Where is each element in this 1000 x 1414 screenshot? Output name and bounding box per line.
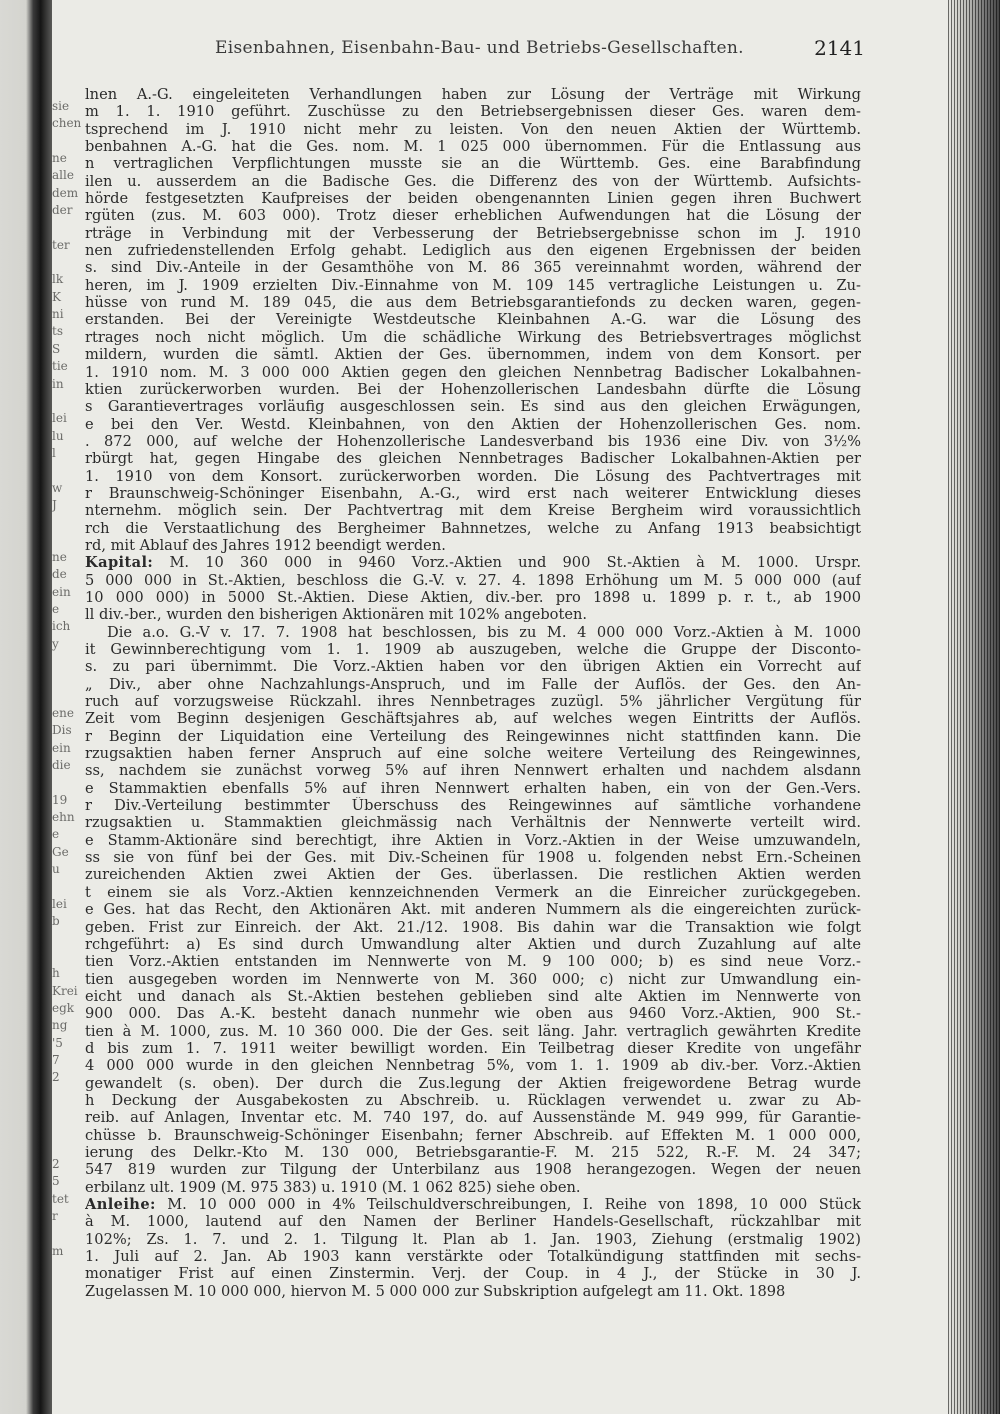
facing-page-fragment xyxy=(52,1222,82,1239)
text-line: ktien zurückerworben wurden. Bei der Hohenzollerischen Landesbahn dürfte die Lösung xyxy=(85,380,861,398)
text-line: 4 000 000 wurde in den gleichen Nennbetrag 5%, vom 1. 1. 1909 ab div.-ber. Vorz.-Aktien xyxy=(85,1057,861,1075)
facing-page-fragment xyxy=(52,1118,82,1135)
text-line: gewandelt (s. oben). Der durch die Zus.legung der Aktien freigewordene Betrag wurde xyxy=(85,1074,861,1092)
text-line: 547 819 wurden zur Tilgung der Unterbilanz aus 1908 herangezogen. Wegen der neuen xyxy=(85,1161,861,1179)
text-line: 900 000. Das A.-K. besteht danach nunmehr wie oben aus 9460 Vorz.-Aktien, 900 St.- xyxy=(85,1005,861,1023)
facing-page-fragment xyxy=(52,1101,82,1118)
text-line: ss, nachdem sie zunächst vorweg 5% auf ihren Nennwert erhalten und nachdem alsdann xyxy=(85,762,861,780)
facing-page-fragment: ehn xyxy=(52,810,75,825)
facing-page-fragments xyxy=(52,95,82,1255)
facing-page-fragment: 2 xyxy=(52,1156,60,1171)
facing-page-fragment xyxy=(52,511,82,528)
text-line: „ Div., aber ohne Nachzahlungs-Anspruch, und im Falle der Auflös. der Ges. den An- xyxy=(85,675,861,693)
facing-page-fragment: egk xyxy=(52,1000,75,1015)
paragraph-kapital xyxy=(85,554,861,623)
text-span: M. 10 000 000 in 4% Teilschuldverschreibungen, I. Reihe von 1898, 10 000 Stück xyxy=(167,1196,861,1213)
facing-page-fragment xyxy=(52,928,82,945)
text-line: rchgeführt: a) Es sind durch Umwandlung alter Aktien und durch Zuzahlung auf alte xyxy=(85,935,861,953)
text-line: ilen u. ausserdem an die Badische Ges. die Differenz des von der Württemb. Aufsichts- xyxy=(85,172,861,190)
text-line: benbahnen A.-G. hat die Ges. nom. M. 1 025 000 übernommen. Für die Entlassung aus xyxy=(85,138,861,156)
facing-page-fragment: lk xyxy=(52,272,64,287)
facing-page-fragment: K xyxy=(52,289,61,304)
facing-page-fragment: h xyxy=(52,966,60,981)
facing-page-fragment xyxy=(52,390,82,407)
facing-page-fragment: ter xyxy=(52,237,70,252)
facing-page-fragment: sie xyxy=(52,99,70,113)
facing-page-fragment: e xyxy=(52,827,60,842)
text-line: e bei den Ver. Westd. Kleinbahnen, von den Aktien der Hohenzollerischen Ges. nom. xyxy=(85,415,861,433)
facing-page-fragment: e xyxy=(52,601,60,616)
text-line: nen zufriedenstellenden Erfolg gehabt. Lediglich aus den eigenen Ergebnissen der beiden xyxy=(85,242,861,260)
facing-page-fragment xyxy=(52,130,82,147)
text-line: eicht und danach als St.-Aktien bestehen geblieben sind alte Aktien im Nennwerte von xyxy=(85,987,861,1005)
text-line: erstanden. Bei der Vereinigte Westdeutsche Kleinbahnen A.-G. war die Lösung des xyxy=(85,311,861,329)
text-line: m 1. 1. 1910 geführt. Zuschüsse zu den Betriebsergebnissen dieser Ges. waren dem- xyxy=(85,103,861,121)
text-line: chüsse b. Braunschweig-Schöninger Eisenbahn; ferner Abschreib. auf Effekten M. 1 000 000, xyxy=(85,1126,861,1144)
facing-page-fragment: ni xyxy=(52,307,64,322)
text-line: ss sie von fünf bei der Ges. mit Div.-Scheinen für 1908 u. folgenden nebst Ern.-Scheinen xyxy=(85,849,861,867)
facing-page-fragment xyxy=(52,251,82,268)
facing-page-fragment: ng xyxy=(52,1018,68,1033)
text-line: geben. Frist zur Einreich. der Akt. 21./12. 1908. Bis dahin war die Transaktion wie folgt xyxy=(85,918,861,936)
facing-page-fragment: Ge xyxy=(52,844,69,859)
page-number: 2141 xyxy=(814,36,865,60)
text-line: tien Vorz.-Aktien entstanden im Nennwerte von M. 9 100 000; b) es sind neue Vorz.- xyxy=(85,953,861,971)
text-line: e Stammaktien ebenfalls 5% auf ihren Nennwert erhalten haben, ein von der Gen.-Vers. xyxy=(85,779,861,797)
facing-page-fragment: y xyxy=(52,636,59,651)
text-line: heren, im J. 1909 erzielten Div.-Einnahme von M. 109 145 vertragliche Leistungen u. Zu- xyxy=(85,276,861,294)
facing-page-fragment: r xyxy=(52,1209,58,1223)
facing-page-fragment xyxy=(52,1136,82,1153)
page-header xyxy=(85,38,865,68)
text-line: rzugsaktien u. Stammaktien gleichmässig nach Verhältnis der Nennwerte verteilt wird. xyxy=(85,814,861,832)
facing-page-fragment xyxy=(52,650,82,667)
text-line: 1. Juli auf 2. Jan. Ab 1903 kann verstärkte oder Totalkündigung stattfinden mit sechs- xyxy=(85,1248,861,1266)
text-line: 102%; Zs. 1. 7. und 2. 1. Tilgung lt. Plan ab 1. Jan. 1903, Ziehung (erstmalig 1902) xyxy=(85,1230,861,1248)
facing-page-fragment: in xyxy=(52,376,64,391)
facing-page-fragment xyxy=(52,685,82,702)
facing-page-fragment xyxy=(52,875,82,892)
text-line: Zugelassen M. 10 000 000, hiervon M. 5 000 000 zur Subskription aufgelegt am 11. Okt. 1898 xyxy=(85,1282,786,1300)
text-line: tien ausgegeben worden im Nennwerte von M. 360 000; c) nicht zur Umwandlung ein- xyxy=(85,970,861,988)
facing-page-fragment: 2 xyxy=(52,1070,60,1085)
paragraph-anleihe xyxy=(85,1196,861,1300)
facing-page-fragment: de xyxy=(52,567,67,582)
facing-page-fragment: ich xyxy=(52,619,71,634)
body-text xyxy=(85,86,861,1300)
text-line: ruch auf vorzugsweise Rückzahl. ihres Nennbetrages zuzügl. 5% jährlicher Vergütung für xyxy=(85,693,861,711)
facing-page-fragment: der xyxy=(52,203,73,218)
text-line: rbürgt hat, gegen Hingabe des gleichen Nennbetrages Badischer Lokalbahnen-Aktien per xyxy=(85,450,861,468)
section-label-anleihe: Anleihe: xyxy=(85,1196,156,1213)
text-line xyxy=(85,1196,861,1213)
text-line: 1. 1910 von dem Konsort. zurückerworben worden. Die Lösung des Pachtvertrages mit xyxy=(85,467,861,485)
facing-page-fragment xyxy=(52,459,82,476)
text-line: rzugsaktien haben ferner Anspruch auf eine solche weitere Verteilung des Reingewinnes, xyxy=(85,745,861,763)
text-line: s. zu pari übernimmt. Die Vorz.-Aktien haben vor den übrigen Aktien ein Vorrecht auf xyxy=(85,658,861,676)
facing-page-fragment: '5 xyxy=(52,1035,63,1050)
facing-page-fragment: ein xyxy=(52,584,71,599)
facing-page-fragment: tie xyxy=(52,359,68,374)
text-line: h Deckung der Ausgabekosten zu Abschreib. u. Rücklagen verwendet u. zwar zu Ab- xyxy=(85,1091,861,1109)
text-line: e Stamm-Aktionäre sind berechtigt, ihre Aktien in Vorz.-Aktien in der Weise umzuwandeln, xyxy=(85,831,861,849)
text-line: à M. 1000, lautend auf den Namen der Berliner Handels-Gesellschaft, rückzahlbar mit xyxy=(85,1213,861,1231)
text-span: M. 10 360 000 in 9460 Vorz.-Aktien und 900 St.-Aktien à M. 1000. Urspr. xyxy=(169,554,861,572)
text-line: hüsse von rund M. 189 045, die aus dem Betriebsgarantiefonds zu decken waren, gegen- xyxy=(85,294,861,312)
facing-page-fragment: ein xyxy=(52,740,71,755)
text-line: rtrages noch nicht möglich. Um die schädliche Wirkung des Betriebsvertrages möglichst xyxy=(85,328,861,346)
facing-page-fragment: J xyxy=(52,497,57,512)
book-binding-edge xyxy=(948,0,1000,1414)
text-line: tien à M. 1000, zus. M. 10 360 000. Die der Ges. seit läng. Jahr. vertraglich gewährten Kredite xyxy=(85,1022,861,1040)
text-line: Zeit vom Beginn desjenigen Geschäftsjahres ab, auf welches wegen Eintritts der Auflös. xyxy=(85,710,861,728)
facing-page-fragment: b xyxy=(52,914,60,929)
facing-page-fragment: 5 xyxy=(52,1174,60,1189)
section-label-kapital: Kapital: xyxy=(85,554,154,572)
facing-page-fragment xyxy=(52,529,82,546)
facing-page-fragment: Dis xyxy=(52,723,72,738)
facing-page-fragment: dem xyxy=(52,185,79,200)
facing-page-fragment: lei xyxy=(52,411,67,426)
text-line: lnen A.-G. eingeleiteten Verhandlungen haben zur Lösung der Verträge mit Wirkung xyxy=(85,86,861,103)
text-line: erbilanz ult. 1909 (M. 975 383) u. 1910 (M. 1 062 825) siehe oben. xyxy=(85,1178,581,1196)
text-line: tsprechend im J. 1910 nicht mehr zu leisten. Von den neuen Aktien der Württemb. xyxy=(85,120,861,138)
text-line: nternehm. möglich sein. Der Pachtvertrag mit dem Kreise Bergheim wird voraussichtlich xyxy=(85,502,861,520)
text-line: monatiger Frist auf einen Zinstermin. Verj. der Coup. in 4 J., der Stücke in 30 J. xyxy=(85,1265,861,1283)
facing-page-fragment: u xyxy=(52,862,60,877)
text-line: t einem sie als Vorz.-Aktien kennzeichnenden Vermerk an die Einreicher zurückgegeben. xyxy=(85,883,861,901)
text-line: s. sind Div.-Anteile in der Gesamthöhe von M. 86 365 vereinnahmt worden, während der xyxy=(85,259,861,277)
facing-page-fragment: die xyxy=(52,758,71,773)
paragraph xyxy=(85,86,861,554)
text-line: e Ges. hat das Recht, den Aktionären Akt. mit anderen Nummern als die eingereichten zurück- xyxy=(85,901,861,919)
text-line: rch die Verstaatlichung des Bergheimer Bahnnetzes, welche zu Anfang 1913 beabsichtigt xyxy=(85,519,861,537)
facing-page-fragment: tet xyxy=(52,1191,69,1206)
facing-page-fragment: 19 xyxy=(52,792,68,807)
text-line: ll div.-ber., wurden den bisherigen Aktionären mit 102% angeboten. xyxy=(85,606,587,624)
scan-left-margin xyxy=(0,0,52,1414)
facing-page-fragment: Krei xyxy=(52,983,78,998)
text-line: Die a.o. G.-V v. 17. 7. 1908 hat beschlossen, bis zu M. 4 000 000 Vorz.-Aktien à M. 1000 xyxy=(107,623,861,641)
running-title: Eisenbahnen, Eisenbahn-Bau- und Betriebs-Gesellschaften. xyxy=(215,38,744,58)
text-line: zureichenden Aktien zwei Aktien der Ges. überlassen. Die restlichen Aktien werden xyxy=(85,866,861,884)
text-line: . 872 000, auf welche der Hohenzollerische Landesverband bis 1936 eine Div. von 3½% xyxy=(85,432,861,450)
text-line: rträge in Verbindung mit der Verbesserung der Betriebsergebnisse schon im J. 1910 xyxy=(85,224,861,242)
facing-page-fragment: 7 xyxy=(52,1052,60,1067)
facing-page-fragment xyxy=(52,216,82,233)
facing-page-fragment xyxy=(52,945,82,962)
facing-page-fragment: ne xyxy=(52,151,67,166)
text-line: mildern, wurden die sämtl. Aktien der Ges. übernommen, indem von dem Konsort. per xyxy=(85,346,861,364)
text-line xyxy=(85,554,861,571)
facing-page-fragment xyxy=(52,667,82,684)
text-line: 10 000 000) in 5000 St.-Aktien. Diese Aktien, div.-ber. pro 1898 u. 1899 p. r. t., ab 1900 xyxy=(85,588,861,606)
text-line: it Gewinnberechtigung vom 1. 1. 1909 ab auszugeben, welche die Gruppe der Disconto- xyxy=(85,641,861,658)
facing-page-fragment: m xyxy=(52,1243,64,1255)
facing-page-fragment: alle xyxy=(52,168,74,183)
facing-page-fragment: S xyxy=(52,341,61,356)
text-line: reib. auf Anlagen, Inventar etc. M. 740 197, do. auf Aussenstände M. 949 999, für Garantie- xyxy=(85,1109,861,1127)
facing-page-fragment: chen xyxy=(52,116,82,131)
paragraph xyxy=(85,624,861,1196)
facing-page-fragment: ene xyxy=(52,706,74,721)
text-line: 5 000 000 in St.-Aktien, beschloss die G.-V. v. 27. 4. 1898 Erhöhung um M. 5 000 000 (auf xyxy=(85,571,861,589)
text-line: n vertraglichen Verpflichtungen musste sie an die Württemb. Ges. eine Barabfindung xyxy=(85,155,861,173)
text-line: r Div.-Verteilung bestimmter Überschuss des Reingewinnes auf sämtliche vorhandene xyxy=(85,797,861,815)
text-line: rgüten (zus. M. 603 000). Trotz dieser erheblichen Aufwendungen hat die Lösung der xyxy=(85,207,861,225)
document-page xyxy=(85,0,865,1414)
text-line: ierung des Delkr.-Kto M. 130 000, Betriebsgarantie-F. M. 215 522, R.-F. M. 24 347; xyxy=(85,1143,861,1161)
facing-page-fragment: lu xyxy=(52,428,64,443)
text-line: d bis zum 1. 7. 1911 weiter bewilligt worden. Ein Teilbetrag dieser Kredite von ungefähr xyxy=(85,1039,861,1057)
text-line: hörde festgesetzten Kaufpreises der beiden obengenannten Linien gegen ihren Buchwert xyxy=(85,190,861,208)
facing-page-fragment: lei xyxy=(52,896,67,911)
text-line: r Beginn der Liquidation eine Verteilung des Reingewinnes nicht stattfinden kann. Die xyxy=(85,727,861,745)
facing-page-fragment: l xyxy=(52,445,56,460)
text-line: 1. 1910 nom. M. 3 000 000 Aktien gegen den gleichen Nennbetrag Badischer Lokalbahnen- xyxy=(85,363,861,381)
facing-page-fragment xyxy=(52,771,82,788)
text-line: r Braunschweig-Schöninger Eisenbahn, A.-G., wird erst nach weiterer Entwicklung dieses xyxy=(85,484,861,502)
facing-page-fragment: ne xyxy=(52,549,67,564)
facing-page-fragment: ts xyxy=(52,324,63,339)
text-line: rd, mit Ablauf des Jahres 1912 beendigt werden. xyxy=(85,536,446,554)
facing-page-fragment xyxy=(52,1084,82,1101)
facing-page-fragment: w xyxy=(52,480,63,495)
text-line: s Garantievertrages vorläufig ausgeschlossen sein. Es sind aus den gleichen Erwägungen, xyxy=(85,398,861,416)
